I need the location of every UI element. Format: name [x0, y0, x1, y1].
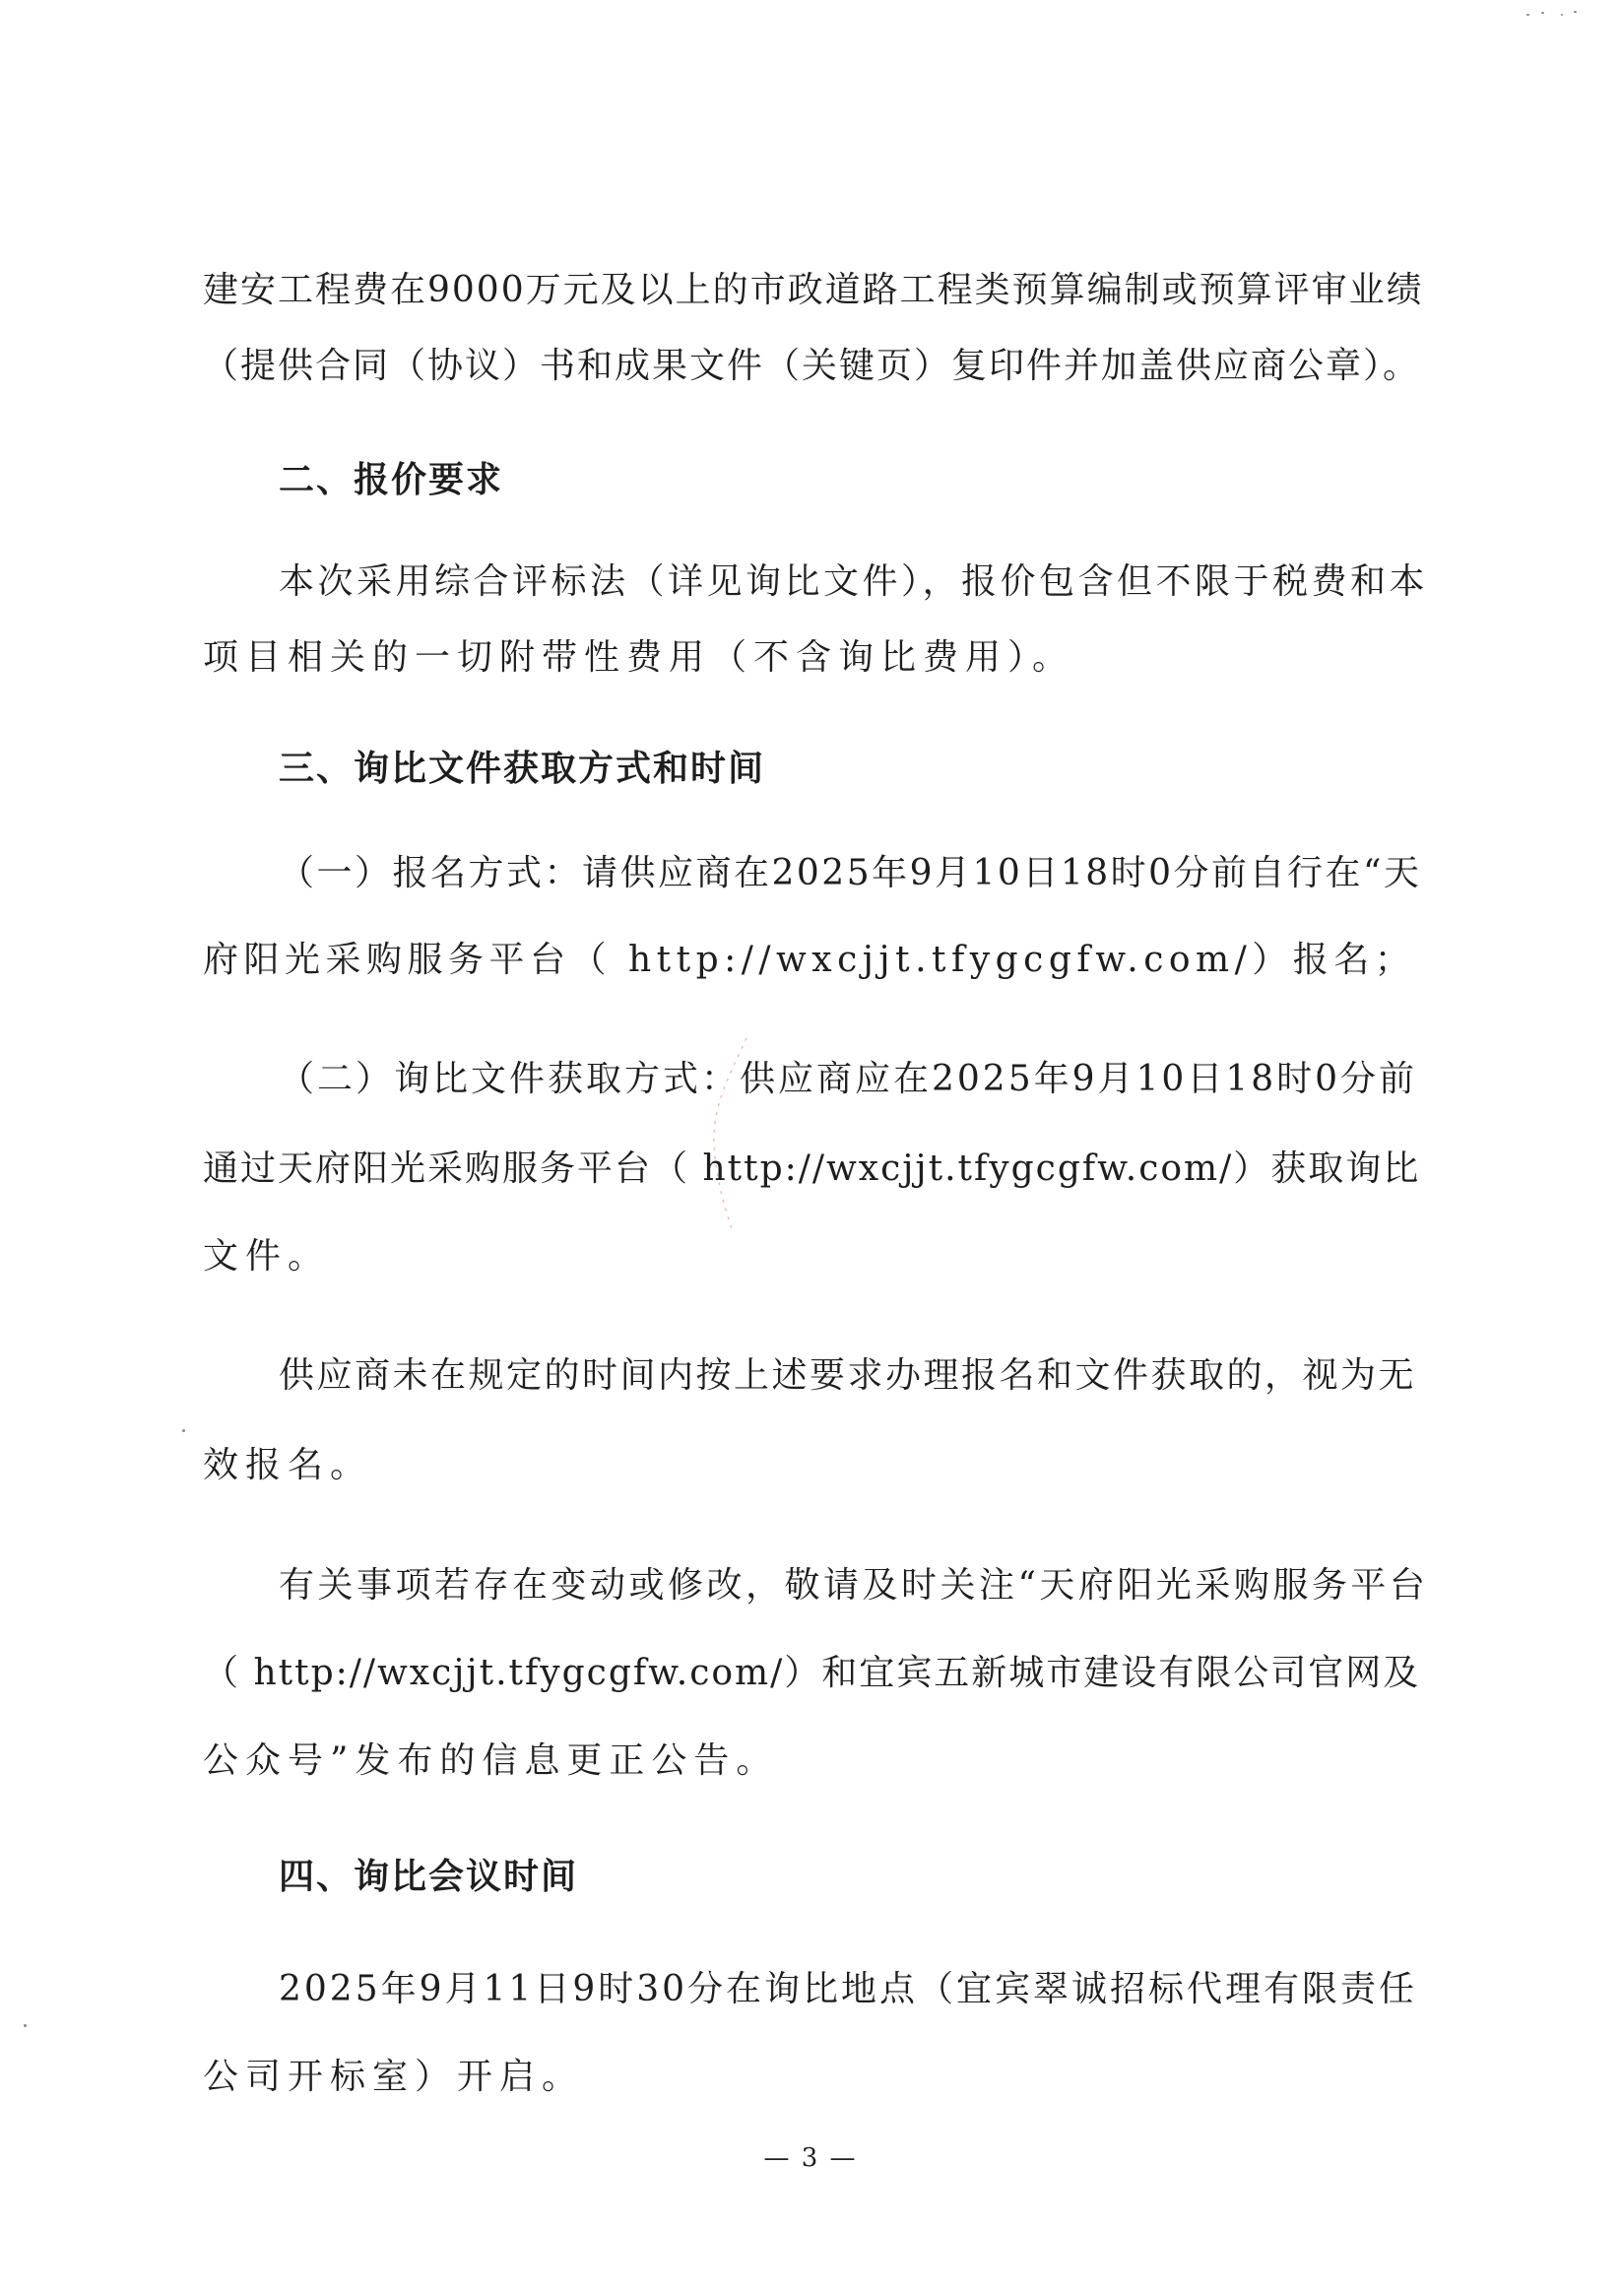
section-heading: 四、询比会议时间	[279, 1857, 579, 1897]
text-line: 项目相关的一切附带性费用（不含询比费用）。	[203, 637, 1075, 678]
text-line: 建安工程费在9000万元及以上的市政道路工程类预算编制或预算评审业绩	[203, 270, 1424, 310]
text-line: 通过天府阳光采购服务平台（ http://wxcjjt.tfygcgfw.com/）获取询比	[203, 1148, 1421, 1189]
text-line: 效报名。	[203, 1445, 373, 1485]
section-heading: 三、询比文件获取方式和时间	[279, 749, 766, 789]
section-heading: 二、报价要求	[279, 460, 504, 500]
text-line: 供应商未在规定的时间内按上述要求办理报名和文件获取的，视为无	[279, 1355, 1417, 1396]
scan-speck	[1541, 12, 1544, 14]
scan-speck	[182, 1429, 185, 1432]
text-line: 2025年9月11日9时30分在询比地点（宜宾翠诚招标代理有限责任	[279, 1969, 1418, 2009]
scan-speck	[1526, 14, 1529, 16]
text-line: （一）报名方式：请供应商在2025年9月10日18时0分前自行在“天	[279, 853, 1422, 893]
page-number: — 3 —	[763, 2143, 858, 2173]
text-line: 本次采用综合评标法（详见询比文件），报价包含但不限于税费和本	[279, 561, 1429, 602]
text-line: （ http://wxcjjt.tfygcgfw.com/）和宜宾五新城市建设有限公司官网及	[203, 1653, 1421, 1693]
text-line: （提供合同（协议）书和成果文件（关键页）复印件并加盖供应商公章）。	[203, 346, 1421, 386]
text-line: 府阳光采购服务平台（ http://wxcjjt.tfygcgfw.com/）报名；	[203, 940, 1416, 980]
text-line: 公司开标室）开启。	[203, 2057, 585, 2097]
scan-speck	[1574, 11, 1577, 13]
text-line: 有关事项若存在变动或修改，敬请及时关注“天府阳光采购服务平台	[279, 1565, 1429, 1606]
scan-speck	[24, 2024, 27, 2027]
text-line: （二）询比文件获取方式：供应商应在2025年9月10日18时0分前	[279, 1059, 1418, 1099]
text-line: 公众号”发布的信息更正公告。	[203, 1740, 779, 1781]
text-line: 文件。	[203, 1236, 331, 1277]
faint-seal-trace	[689, 1034, 768, 1241]
scan-speck	[1561, 14, 1563, 16]
